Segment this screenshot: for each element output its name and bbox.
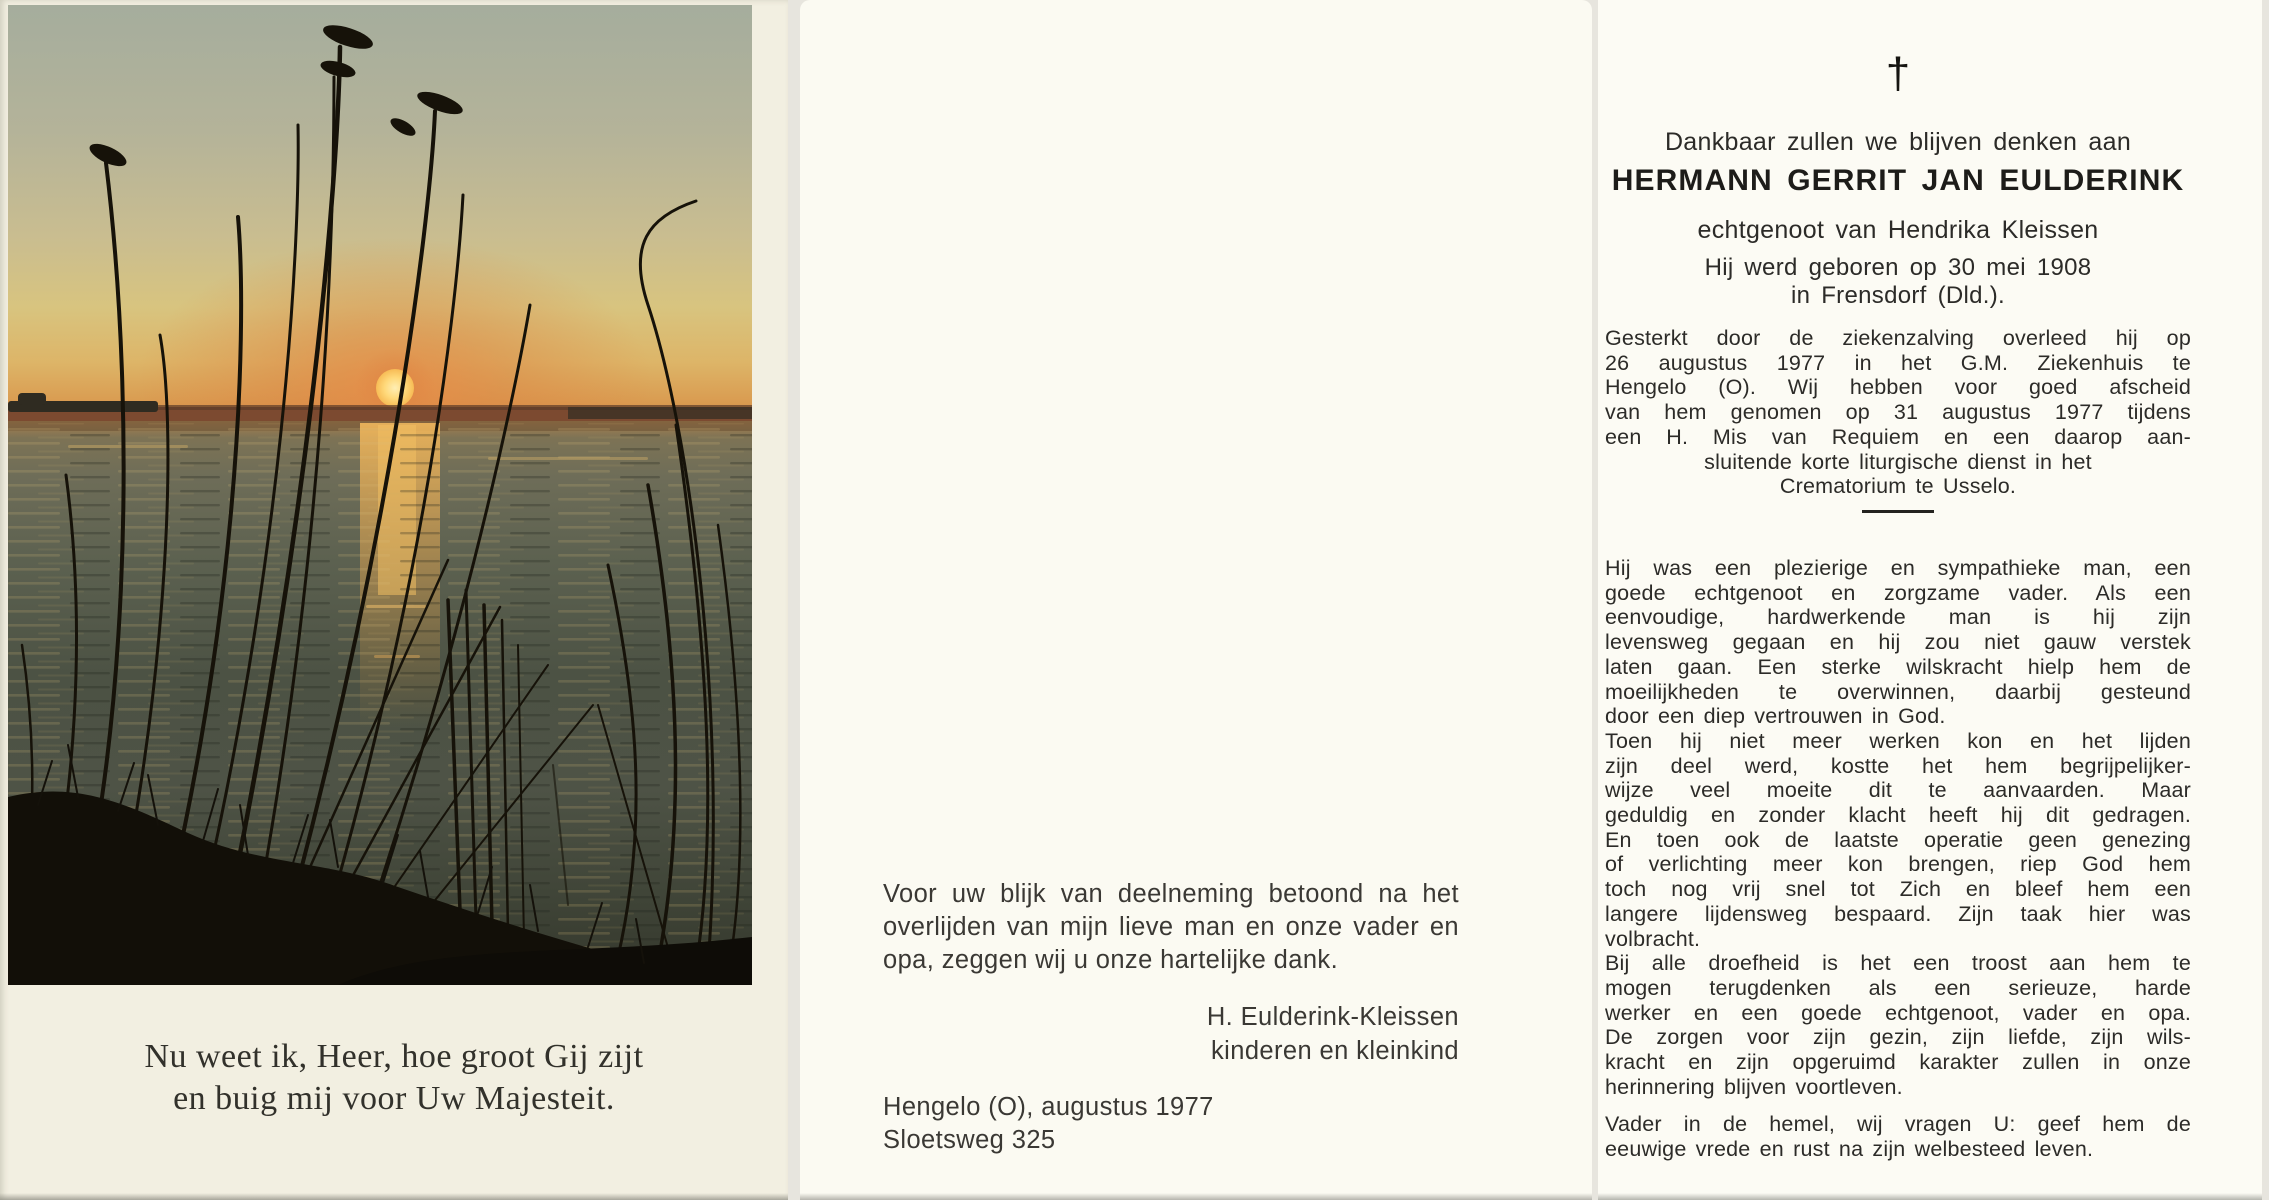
text-line: herinnering blijven voortleven. — [1605, 1074, 1903, 1099]
photo-panel — [0, 0, 788, 1200]
text-line: kinderen en kleinkind — [1211, 1037, 1459, 1065]
text-line: een H. Mis van Requiem en een daarop aan- — [1605, 424, 2191, 449]
text-line: overlijden van mijn lieve man en onze vader en — [883, 913, 1459, 941]
text-line: mogen terugdenken als een serieuze, harde — [1605, 975, 2191, 1000]
text-line: goede echtgenoot en zorgzame vader. Als een — [1605, 580, 2191, 605]
text-line: eenvoudige, hardwerkende man is hij zijn — [1605, 605, 2191, 630]
section-divider — [1862, 510, 1934, 513]
text-line: Toen hij niet meer werken kon en het lijden — [1605, 728, 2191, 753]
text-line: De zorgen voor zijn gezin, zijn liefde, zijn wils- — [1605, 1025, 2191, 1050]
text-line: Hij werd geboren op 30 mei 1908 — [1704, 254, 2092, 281]
text-line: moeilijkheden te overwinnen, daarbij gesteund — [1605, 679, 2191, 704]
cross-icon: † — [1885, 49, 1911, 98]
caption-line: en buig mij voor Uw Majesteit. — [173, 1080, 615, 1117]
thanks-panel — [800, 0, 1592, 1200]
place-date-address — [883, 1091, 1459, 1157]
sunset-photo-art — [8, 5, 752, 985]
closing-prayer — [1605, 1112, 2191, 1161]
birth-block — [1605, 254, 2191, 310]
text-line: levensweg gegaan en hij zou niet gauw verstek — [1605, 630, 2191, 655]
text-line: 26 augustus 1977 in het G.M. Ziekenhuis te — [1605, 350, 2191, 375]
text-line: zijn deel werd, kostte het hem begrijpelijker- — [1605, 753, 2191, 778]
text-line: volbracht. — [1605, 926, 1701, 951]
text-line: opa, zeggen wij u onze hartelijke dank. — [883, 946, 1339, 974]
memorial-panel — [1598, 0, 2262, 1200]
text-line: wijze veel moeite dit te aanvaarden. Maar — [1605, 778, 2191, 803]
text-line: laten gaan. Een sterke wilskracht hielp hem de — [1605, 654, 2191, 679]
relation-line: echtgenoot van Hendrika Kleissen — [1697, 216, 2099, 244]
text-line: toch nog vrij snel tot Zich en bleef hem een — [1605, 877, 2191, 902]
sunset-photo — [8, 5, 752, 985]
caption-line: Nu weet ik, Heer, hoe groot Gij zijt — [144, 1038, 644, 1075]
text-line: kracht en zijn opgeruimd karakter zullen in onze — [1605, 1050, 2191, 1075]
text-line: eeuwige vrede en rust na zijn welbesteed leven. — [1605, 1136, 2094, 1161]
text-line: Bij alle droefheid is het een troost aan hem te — [1605, 951, 2191, 976]
text-line: door een diep vertrouwen in God. — [1605, 704, 1946, 729]
text-line: Hij was een plezierige en sympathieke man, een — [1605, 556, 2191, 580]
text-line: geduldig en zonder klacht heeft hij dit gedragen. — [1605, 803, 2191, 828]
text-line: Vader in de hemel, wij vragen U: geef hem de — [1605, 1112, 2191, 1136]
text-line: sluitende korte liturgische dienst in het — [1704, 449, 2092, 474]
deceased-name: HERMANN GERRIT JAN EULDERINK — [1611, 164, 2185, 197]
signature-block — [883, 1000, 1459, 1068]
text-line: in Frensdorf (Dld.). — [1790, 282, 2006, 309]
text-line: langere lijdensweg bespaard. Zijn taak hier was — [1605, 901, 2191, 926]
text-line: Gesterkt door de ziekenzalving overleed hij op — [1605, 326, 2191, 350]
intro-line: Dankbaar zullen we blijven denken aan — [1664, 128, 2132, 156]
text-line: H. Eulderink-Kleissen — [1206, 1003, 1459, 1031]
memorial-paragraphs — [1605, 556, 2191, 1099]
text-line: Hengelo (O). Wij hebben voor goed afscheid — [1605, 375, 2191, 400]
text-line: Voor uw blijk van deelneming betoond na het — [883, 880, 1459, 908]
text-line: Sloetsweg 325 — [883, 1126, 1056, 1154]
thanks-paragraph — [883, 878, 1459, 977]
text-line: van hem genomen op 31 augustus 1977 tijdens — [1605, 400, 2191, 425]
photo-caption — [0, 1036, 788, 1120]
text-line: Hengelo (O), augustus 1977 — [883, 1093, 1214, 1121]
text-line: En toen ook de laatste operatie geen genezing — [1605, 827, 2191, 852]
death-paragraph — [1605, 326, 2191, 499]
text-line: werker en een goede echtgenoot, vader en opa. — [1605, 1000, 2191, 1025]
text-line: of verlichting meer kon brengen, riep God hem — [1605, 852, 2191, 877]
text-line: Crematorium te Usselo. — [1779, 474, 2017, 499]
